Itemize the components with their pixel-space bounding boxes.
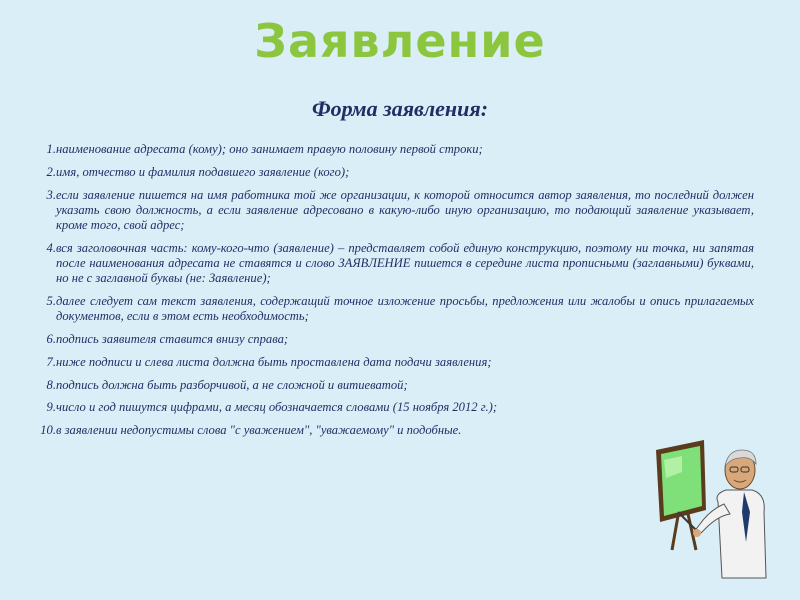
item-text: вся заголовочная часть: кому-кого-что (заявление) – представляет собой единую конструкцию, поэтому ни точка, ни запятая после наименования адресата не ставятся и слово ЗАЯВЛЕНИЕ пишется в середине листа прописными (заглавными) буквами, но не с заглавной буквы (не: Заявление); — [56, 240, 754, 286]
list-item — [26, 142, 754, 157]
item-text: наименование адресата (кому); оно занимает правую половину первой строки; — [56, 142, 483, 156]
item-number: 2. — [46, 164, 56, 179]
item-number: 3. — [46, 187, 56, 202]
item-text: число и год пишутся цифрами, а месяц обозначается словами (15 ноября 2012 г.); — [56, 400, 498, 415]
item-number: 6. — [46, 332, 56, 346]
item-number: 10. — [40, 423, 56, 438]
item-text: далее следует сам текст заявления, содержащий точное изложение просьбы, предложения или жалобы и опись прилагаемых документов, если в этом есть необходимость; — [56, 294, 754, 324]
list-item — [26, 241, 754, 287]
item-number: 4. — [46, 240, 56, 255]
list-item — [26, 423, 754, 438]
item-text: подпись должна быть разборчивой, а не сложной и витиеватой; — [56, 377, 408, 392]
slide-title: Заявление — [254, 14, 546, 68]
list-item — [26, 294, 754, 324]
item-number: 7. — [46, 354, 56, 369]
item-text: имя, отчество и фамилия подавшего заявление (кого); — [56, 164, 350, 179]
item-number: 5. — [46, 294, 56, 308]
item-text: в заявлении недопустимы слова "с уважением", "уважаемому" и подобные. — [56, 423, 462, 438]
requirements-list — [26, 142, 754, 446]
item-text: ниже подписи и слева листа должна быть проставлена дата подачи заявления; — [56, 354, 492, 369]
list-item — [26, 400, 754, 415]
item-text: подпись заявителя ставится внизу справа; — [56, 332, 289, 346]
slide-subtitle: Форма заявления: — [311, 96, 489, 121]
list-item — [26, 188, 754, 234]
presenter-hand — [693, 529, 701, 537]
item-number: 8. — [46, 377, 56, 392]
list-item — [26, 378, 754, 393]
presenter-shirt — [717, 490, 766, 578]
list-item — [26, 165, 754, 180]
list-item — [26, 332, 754, 347]
presenter-with-green-board-icon — [648, 432, 774, 582]
board-leg-left — [672, 516, 678, 550]
item-number: 9. — [46, 400, 56, 415]
item-text: если заявление пишется на имя работника той же организации, к которой относится автор заявления, то последний должен указать свою должность, а если заявление адресовано в какую-либо иную организацию, то подающий заявление указывает, кроме того, свой адрес; — [56, 187, 754, 232]
item-number: 1. — [46, 142, 56, 156]
list-item — [26, 355, 754, 370]
